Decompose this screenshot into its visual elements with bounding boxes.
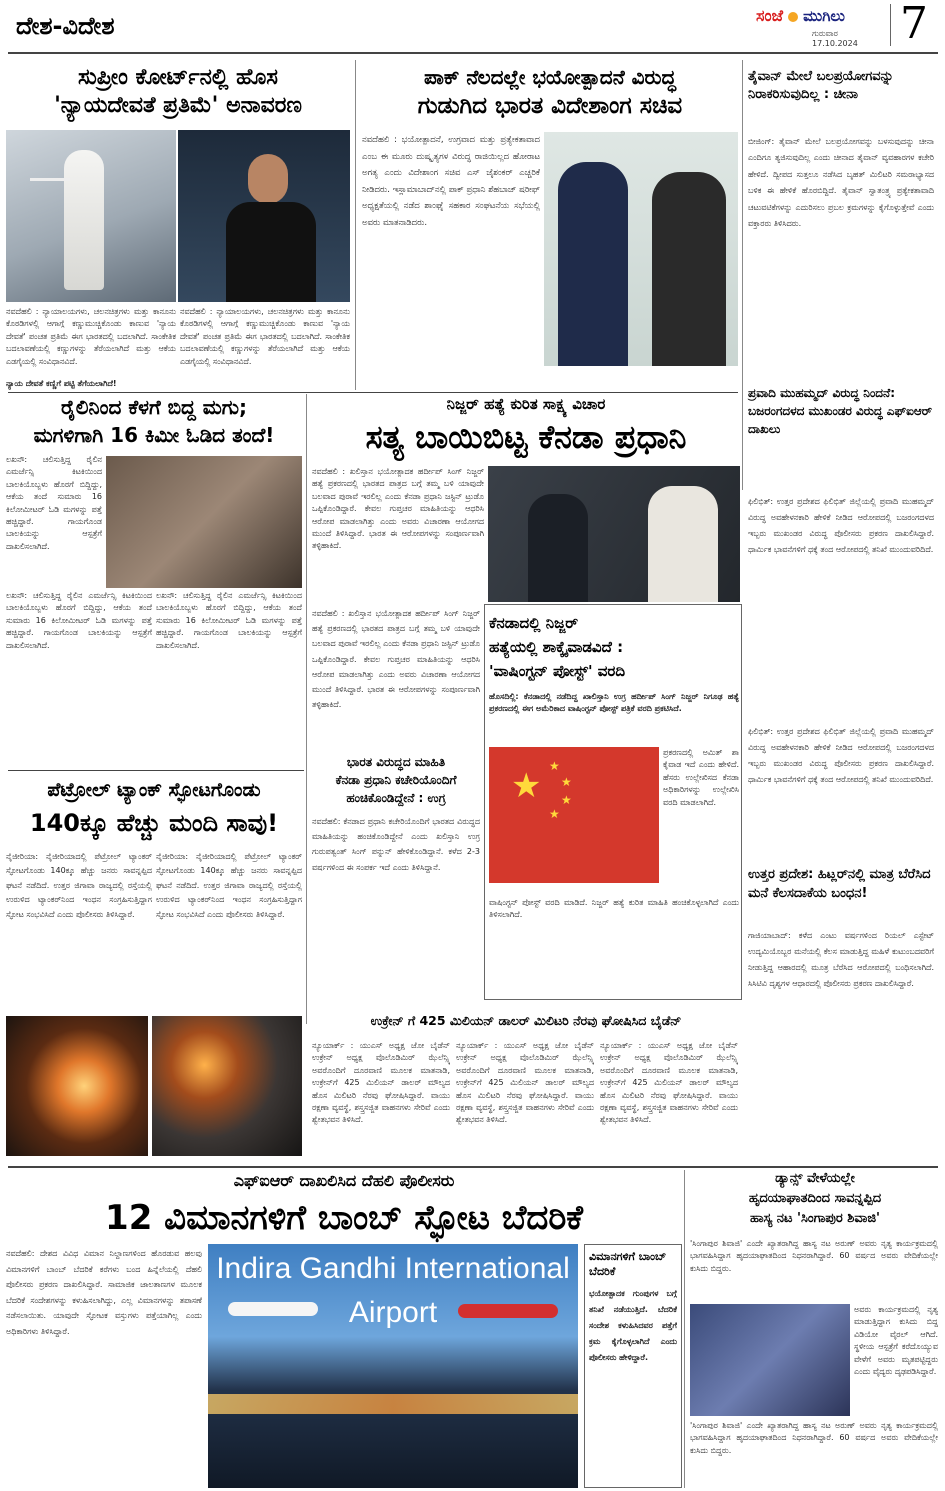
article-body: ನವದೆಹಲಿ: ದೇಶದ ವಿವಿಧ ವಿಮಾನ ನಿಲ್ದಾಣಗಳಿಂದ ಹೊರಡುವ ಹಲವು ವಿಮಾನಗಳಿಗೆ ಬಾಂಬ್ ಬೆದರಿಕೆ ಕರೆಗಳು ಬಂದ ಹಿನ್ನೆಲೆಯಲ್ಲಿ ದೆಹಲಿ ಪೊಲೀಸರು ಪ್ರಕರಣ ದಾಖಲಿಸಿದ್ದಾರೆ. ಸಾಮಾಜಿಕ ಜಾಲತಾಣಗಳ ಮೂಲಕ ಬೆದರಿಕೆ ಸಂದೇಶಗಳನ್ನು ಕಳುಹಿಸಲಾಗಿದ್ದು, ಎಲ್ಲ ವಿಮಾನಗಳನ್ನು ತಪಾಸಣೆ ನಡೆಸಲಾಯಿತು. ಯಾವುದೇ ಸ್ಫೋಟಕ ವಸ್ತುಗಳು ಪತ್ತೆಯಾಗಿಲ್ಲ ಎಂದು ಅಧಿಕಾರಿಗಳು ತಿಳಿಸಿದ್ದಾರೆ.	[6, 1249, 202, 1336]
photo-subtitle: Airport	[348, 1296, 438, 1329]
article-body: ನವದೆಹಲಿ: ಕೆನಡಾದ ಪ್ರಧಾನಿ ಕಚೇರಿಯೊಂದಿಗೆ ಭಾರತದ ವಿರುದ್ಧದ ಮಾಹಿತಿಯನ್ನು ಹಂಚಿಕೊಂಡಿದ್ದೇನೆ ಎಂದು ಖಲಿಸ್ತಾನಿ ಉಗ್ರ ಗುರುಪತ್ವಂತ್ ಸಿಂಗ್ ಪನ್ನುನ್ ಹೇಳಿಕೊಂಡಿದ್ದಾನೆ. ಕಳೆದ 2-3 ವರ್ಷಗಳಿಂದ ಈ ಸಂಪರ್ಕ ಇದೆ ಎಂದು ತಿಳಿಸಿದ್ದಾನೆ.	[312, 817, 480, 872]
article-body: ನವದೆಹಲಿ : ಖಲಿಸ್ತಾನ ಭಯೋತ್ಪಾದಕ ಹರ್ದೀಪ್ ಸಿಂಗ್ ನಿಜ್ಜರ್ ಹತ್ಯೆ ಪ್ರಕರಣದಲ್ಲಿ ಭಾರತದ ಪಾತ್ರದ ಬಗ್ಗೆ ತಮ್ಮ ಬಳಿ ಯಾವುದೇ ಬಲವಾದ ಪುರಾವೆ ಇರಲಿಲ್ಲ ಎಂದು ಕೆನಡಾ ಪ್ರಧಾನಿ ಜಸ್ಟಿನ್ ಟ್ರುಡೊ ಒಪ್ಪಿಕೊಂಡಿದ್ದಾರೆ. ಕೇವಲ ಗುಪ್ತಚರ ಮಾಹಿತಿಯನ್ನು ಆಧರಿಸಿ ಆರೋಪ ಮಾಡಲಾಗಿತ್ತು ಎಂದು ಅವರು ವಿಚಾರಣಾ ಆಯೋಗದ ಮುಂದೆ ತಿಳಿಸಿದ್ದಾರೆ. ಭಾರತ ಈ ಆರೋಪಗಳನ್ನು ಸಂಪೂರ್ಣವಾಗಿ ತಳ್ಳಿಹಾಕಿದೆ.	[312, 467, 484, 551]
headline: ಕೆನಡಾದಲ್ಲಿ ನಿಜ್ಜರ್	[489, 614, 579, 632]
person-head	[248, 154, 288, 204]
brand-logo	[756, 6, 886, 28]
article-washington-post	[484, 604, 742, 1000]
article-body: ನ್ಯೂಯಾರ್ಕ್ : ಯುಎಸ್ ಅಧ್ಯಕ್ಷ ಜೋ ಬೈಡೆನ್ ಉಕ್ರೇನ್ ಅಧ್ಯಕ್ಷ ವೊಲೊಡಿಮಿರ್ ಝೆಲೆನ್ಸ್ಕಿ ಅವರೊಂದಿಗೆ ದೂರವಾಣಿ ಮೂಲಕ ಮಾತನಾಡಿ, ಉಕ್ರೇನ್‌ಗೆ 425 ಮಿಲಿಯನ್ ಡಾಲರ್ ಮೌಲ್ಯದ ಹೊಸ ಮಿಲಿಟರಿ ನೆರವು ಘೋಷಿಸಿದ್ದಾರೆ. ವಾಯು ರಕ್ಷಣಾ ವ್ಯವಸ್ಥೆ, ಶಸ್ತ್ರಸಜ್ಜಿತ ವಾಹನಗಳು ಸೇರಿವೆ ಎಂದು ಶ್ವೇತಭವನ ತಿಳಿಸಿದೆ.	[312, 1041, 450, 1125]
headline: ಮಗಳಿಗಾಗಿ 16 ಕಿಮೀ ಓಡಿದ ತಂದೆ!	[33, 423, 275, 447]
article-up-maid	[748, 724, 938, 1164]
bomb-sidebar	[584, 1244, 682, 1488]
kicker: ಎಫ್‌ಐಆರ್ ದಾಖಲಿಸಿದ ದೆಹಲಿ ಪೊಲೀಸರು	[233, 1171, 455, 1190]
article-body: ಫಿಲಿಭಿತ್: ಉತ್ತರ ಪ್ರದೇಶದ ಫಿಲಿಭಿತ್ ಜಿಲ್ಲೆಯಲ್ಲಿ ಪ್ರವಾದಿ ಮುಹಮ್ಮದ್ ವಿರುದ್ಧ ಅವಹೇಳನಕಾರಿ ಹೇಳಿಕೆ ನೀಡಿದ ಆರೋಪದಲ್ಲಿ ಬಜರಂಗದಳದ ಇಬ್ಬರು ಮುಖಂಡರ ವಿರುದ್ಧ ಪೊಲೀಸರು ಪ್ರಕರಣ ದಾಖಲಿಸಿದ್ದಾರೆ. ಧಾರ್ಮಿಕ ಭಾವನೆಗಳಿಗೆ ಧಕ್ಕೆ ತಂದ ಆರೋಪದಲ್ಲಿ ತನಿಖೆ ಮುಂದುವರಿದಿದೆ.	[748, 727, 934, 784]
page-number: 7	[900, 0, 928, 49]
page-header	[0, 0, 945, 50]
person-left	[528, 494, 588, 602]
headline: ಹಂಚಿಕೊಂಡಿದ್ದೇನೆ : ಉಗ್ರ	[346, 791, 446, 805]
child-photo	[106, 456, 302, 588]
article-lead: ಹೊಸದಿಲ್ಲಿ: ಕೆನಡಾದಲ್ಲಿ ನಡೆದಿದ್ದ ಖಾಲಿಸ್ತಾನಿ ಉಗ್ರ ಹರ್ದೀಪ್ ಸಿಂಗ್ ನಿಜ್ಜರ್ ನಿಗೂಢ ಹತ್ಯೆ ಪ್ರಕರಣದಲ್ಲಿ ಈಗ ಅಮೆರಿಕಾದ ವಾಷಿಂಗ್ಟನ್ ಪೋಸ್ಟ್ ಪತ್ರಿಕೆ ವರದಿ ಪ್ರಕಟಿಸಿದೆ.	[489, 692, 739, 714]
issue-day: ಗುರುವಾರ	[812, 29, 838, 38]
chief-justice-photo	[178, 130, 350, 302]
headline: ಪ್ರವಾದಿ ಮುಹಮ್ಮದ್ ವಿರುದ್ಧ ನಿಂದನೆ: ಬಜರಂಗದಳದ ಮುಖಂಡರ ವಿರುದ್ಧ ಎಫ್‌ಐಆರ್ ದಾಖಲು	[748, 386, 933, 436]
sidebar-headline: ವಿಮಾನಗಳಿಗೆ ಬಾಂಬ್ ಬೆದರಿಕೆ	[589, 1250, 667, 1279]
plane-icon	[228, 1302, 318, 1316]
china-flag-photo	[489, 747, 659, 883]
headline: ಉಕ್ರೇನ್ ಗೆ 425 ಮಿಲಿಯನ್ ಡಾಲರ್ ಮಿಲಿಟರಿ ನೆರವು ಘೋಷಿಸಿದ ಬೈಡೆನ್	[370, 1013, 682, 1028]
article-body: 'ಸಿಂಗಾಪುರ ಶಿವಾಜಿ' ಎಂದೇ ಖ್ಯಾತರಾಗಿದ್ದ ಹಾಸ್ಯ ನಟ ಅರುಣ್ ಅವರು ನೃತ್ಯ ಕಾರ್ಯಕ್ರಮದಲ್ಲಿ ಭಾಗವಹಿಸಿದ್ದಾಗ ಹೃದಯಾಘಾತದಿಂದ ನಿಧನರಾಗಿದ್ದಾರೆ. 60 ವರ್ಷದ ಅವರು ವೇದಿಕೆಯಲ್ಲೇ ಕುಸಿದು ಬಿದ್ದರು.	[690, 1421, 938, 1455]
article-body: 'ಸಿಂಗಾಪುರ ಶಿವಾಜಿ' ಎಂದೇ ಖ್ಯಾತರಾಗಿದ್ದ ಹಾಸ್ಯ ನಟ ಅರುಣ್ ಅವರು ನೃತ್ಯ ಕಾರ್ಯಕ್ರಮದಲ್ಲಿ ಭಾಗವಹಿಸಿದ್ದಾಗ ಹೃದಯಾಘಾತದಿಂದ ನಿಧನರಾಗಿದ್ದಾರೆ. 60 ವರ್ಷದ ಅವರು ವೇದಿಕೆಯಲ್ಲೇ ಕುಸಿದು ಬಿದ್ದರು.	[690, 1239, 938, 1273]
plane-icon	[458, 1304, 558, 1318]
article-ukraine	[312, 1010, 740, 1164]
fire-photo-right	[152, 1016, 302, 1156]
article-body: ನೈಜೀರಿಯಾ: ನೈಜೀರಿಯಾದಲ್ಲಿ ಪೆಟ್ರೋಲ್ ಟ್ಯಾಂಕರ್ ಸ್ಫೋಟಗೊಂಡು 140ಕ್ಕೂ ಹೆಚ್ಚು ಜನರು ಸಾವನ್ನಪ್ಪಿದ ಘಟನೆ ನಡೆದಿದೆ. ಉತ್ತರ ಜಿಗಾವಾ ರಾಜ್ಯದಲ್ಲಿ ರಸ್ತೆಯಲ್ಲಿ ಉರುಳಿದ ಟ್ಯಾಂಕರ್‌ನಿಂದ ಇಂಧನ ಸಂಗ್ರಹಿಸುತ್ತಿದ್ದಾಗ ಸ್ಫೋಟ ಸಂಭವಿಸಿದೆ ಎಂದು ಪೊಲೀಸರು ತಿಳಿಸಿದ್ದಾರೆ.	[6, 852, 152, 919]
article-body: ನವದೆಹಲಿ : ಭಯೋತ್ಪಾದನೆ, ಉಗ್ರವಾದ ಮತ್ತು ಪ್ರತ್ಯೇಕತಾವಾದ ಎಂಬ ಈ ಮೂರು ದುಷ್ಕೃತ್ಯಗಳ ವಿರುದ್ಧ ರಾಜಿಯಿಲ್ಲದ ಹೋರಾಟ ಅಗತ್ಯ ಎಂದು ವಿದೇಶಾಂಗ ಸಚಿವ ಎಸ್ ಜೈಶಂಕರ್ ಎಚ್ಚರಿಕೆ ನೀಡಿದರು. ಇಸ್ಲಾಮಾಬಾದ್‌ನಲ್ಲಿ ಪಾಕ್ ಪ್ರಧಾನಿ ಶೆಹಬಾಜ್ ಷರೀಫ್ ಅಧ್ಯಕ್ಷತೆಯಲ್ಲಿ ನಡೆದ ಶಾಂಘೈ ಸಹಕಾರ ಸಂಘಟನೆಯ ಸಭೆಯಲ್ಲಿ ಅವರು ಮಾತನಾಡಿದರು.	[362, 135, 540, 228]
article-petrol-blast	[6, 776, 302, 1156]
brand-part-1: ಸಂಜೆ	[756, 6, 783, 25]
article-body: ನ್ಯೂಯಾರ್ಕ್ : ಯುಎಸ್ ಅಧ್ಯಕ್ಷ ಜೋ ಬೈಡೆನ್ ಉಕ್ರೇನ್ ಅಧ್ಯಕ್ಷ ವೊಲೊಡಿಮಿರ್ ಝೆಲೆನ್ಸ್ಕಿ ಅವರೊಂದಿಗೆ ದೂರವಾಣಿ ಮೂಲಕ ಮಾತನಾಡಿ, ಉಕ್ರೇನ್‌ಗೆ 425 ಮಿಲಿಯನ್ ಡಾಲರ್ ಮೌಲ್ಯದ ಹೊಸ ಮಿಲಿಟರಿ ನೆರವು ಘೋಷಿಸಿದ್ದಾರೆ. ವಾಯು ರಕ್ಷಣಾ ವ್ಯವಸ್ಥೆ, ಶಸ್ತ್ರಸಜ್ಜಿತ ವಾಹನಗಳು ಸೇರಿವೆ ಎಂದು ಶ್ವೇತಭವನ ತಿಳಿಸಿದೆ.	[600, 1041, 738, 1125]
headline: 140ಕ್ಕೂ ಹೆಚ್ಚು ಮಂದಿ ಸಾವು!	[29, 809, 279, 837]
article-nijjar	[312, 394, 740, 604]
flag-star-icon: ★	[561, 775, 572, 789]
headline: ರೈಲಿನಿಂದ ಕೆಳಗೆ ಬಿದ್ದ ಮಗು;	[61, 395, 247, 419]
statue-photo	[6, 130, 176, 302]
article-singapore-shivaji	[690, 1170, 940, 1488]
article-body: ನೈಜೀರಿಯಾ: ನೈಜೀರಿಯಾದಲ್ಲಿ ಪೆಟ್ರೋಲ್ ಟ್ಯಾಂಕರ್ ಸ್ಫೋಟಗೊಂಡು 140ಕ್ಕೂ ಹೆಚ್ಚು ಜನರು ಸಾವನ್ನಪ್ಪಿದ ಘಟನೆ ನಡೆದಿದೆ. ಉತ್ತರ ಜಿಗಾವಾ ರಾಜ್ಯದಲ್ಲಿ ರಸ್ತೆಯಲ್ಲಿ ಉರುಳಿದ ಟ್ಯಾಂಕರ್‌ನಿಂದ ಇಂಧನ ಸಂಗ್ರಹಿಸುತ್ತಿದ್ದಾಗ ಸ್ಫೋಟ ಸಂಭವಿಸಿದೆ ಎಂದು ಪೊಲೀಸರು ತಿಳಿಸಿದ್ದಾರೆ.	[156, 852, 302, 919]
sun-icon	[788, 12, 798, 22]
headline: ಪೆಟ್ರೋಲ್ ಟ್ಯಾಂಕ್ ಸ್ಫೋಟಗೊಂಡು	[47, 779, 261, 801]
headline: ಹಾಸ್ಯ ನಟ 'ಸಿಂಗಾಪುರ ಶಿವಾಜಿ'	[749, 1211, 881, 1226]
article-supreme-court	[6, 60, 350, 390]
article-body: ನ್ಯೂಯಾರ್ಕ್ : ಯುಎಸ್ ಅಧ್ಯಕ್ಷ ಜೋ ಬೈಡೆನ್ ಉಕ್ರೇನ್ ಅಧ್ಯಕ್ಷ ವೊಲೊಡಿಮಿರ್ ಝೆಲೆನ್ಸ್ಕಿ ಅವರೊಂದಿಗೆ ದೂರವಾಣಿ ಮೂಲಕ ಮಾತನಾಡಿ, ಉಕ್ರೇನ್‌ಗೆ 425 ಮಿಲಿಯನ್ ಡಾಲರ್ ಮೌಲ್ಯದ ಹೊಸ ಮಿಲಿಟರಿ ನೆರವು ಘೋಷಿಸಿದ್ದಾರೆ. ವಾಯು ರಕ್ಷಣಾ ವ್ಯವಸ್ಥೆ, ಶಸ್ತ್ರಸಜ್ಜಿತ ವಾಹನಗಳು ಸೇರಿವೆ ಎಂದು ಶ್ವೇತಭವನ ತಿಳಿಸಿದೆ.	[456, 1041, 594, 1125]
article-body: ಲಖನೌ: ಚಲಿಸುತ್ತಿದ್ದ ರೈಲಿನ ಎಮರ್ಜೆನ್ಸಿ ಕಿಟಕಿಯಿಂದ ಬಾಲಕಿಯೊಬ್ಬಳು ಹೊರಗೆ ಬಿದ್ದಿದ್ದು, ಆಕೆಯ ತಂದೆ ಸುಮಾರು 16 ಕಿಲೋಮೀಟರ್ ಓಡಿ ಮಗಳನ್ನು ಪತ್ತೆ ಹಚ್ಚಿದ್ದಾರೆ. ಗಾಯಗೊಂಡ ಬಾಲಕಿಯನ್ನು ಆಸ್ಪತ್ರೆಗೆ ದಾಖಲಿಸಲಾಗಿದೆ.	[156, 591, 302, 650]
article-bomb-threat	[6, 1170, 682, 1488]
article-body: ಫಿಲಿಭಿತ್: ಉತ್ತರ ಪ್ರದೇಶದ ಫಿಲಿಭಿತ್ ಜಿಲ್ಲೆಯಲ್ಲಿ ಪ್ರವಾದಿ ಮುಹಮ್ಮದ್ ವಿರುದ್ಧ ಅವಹೇಳನಕಾರಿ ಹೇಳಿಕೆ ನೀಡಿದ ಆರೋಪದಲ್ಲಿ ಬಜರಂಗದಳದ ಇಬ್ಬರು ಮುಖಂಡರ ವಿರುದ್ಧ ಪೊಲೀಸರು ಪ್ರಕರಣ ದಾಖಲಿಸಿದ್ದಾರೆ. ಧಾರ್ಮಿಕ ಭಾವನೆಗಳಿಗೆ ಧಕ್ಕೆ ತಂದ ಆರೋಪದಲ್ಲಿ ತನಿಖೆ ಮುಂದುವರಿದಿದೆ.	[748, 497, 934, 554]
article-body: ನವದೆಹಲಿ : ಖಲಿಸ್ತಾನ ಭಯೋತ್ಪಾದಕ ಹರ್ದೀಪ್ ಸಿಂಗ್ ನಿಜ್ಜರ್ ಹತ್ಯೆ ಪ್ರಕರಣದಲ್ಲಿ ಭಾರತದ ಪಾತ್ರದ ಬಗ್ಗೆ ತಮ್ಮ ಬಳಿ ಯಾವುದೇ ಬಲವಾದ ಪುರಾವೆ ಇರಲಿಲ್ಲ ಎಂದು ಕೆನಡಾ ಪ್ರಧಾನಿ ಜಸ್ಟಿನ್ ಟ್ರುಡೊ ಒಪ್ಪಿಕೊಂಡಿದ್ದಾರೆ. ಕೇವಲ ಗುಪ್ತಚರ ಮಾಹಿತಿಯನ್ನು ಆಧರಿಸಿ ಆರೋಪ ಮಾಡಲಾಗಿತ್ತು ಎಂದು ಅವರು ವಿಚಾರಣಾ ಆಯೋಗದ ಮುಂದೆ ತಿಳಿಸಿದ್ದಾರೆ. ಭಾರತ ಈ ಆರೋಪಗಳನ್ನು ಸಂಪೂರ್ಣವಾಗಿ ತಳ್ಳಿಹಾಕಿದೆ.	[312, 609, 480, 710]
headline: ಡ್ಯಾನ್ಸ್ ವೇಳೆಯಲ್ಲೇ	[775, 1171, 855, 1186]
headline: ಕೆನಡಾ ಪ್ರಧಾನಿ ಕಚೇರಿಯೊಂದಿಗೆ	[335, 773, 457, 787]
person-right	[648, 486, 718, 602]
flag-star-icon: ★	[549, 759, 560, 773]
headline: ಹತ್ಯೆಯಲ್ಲಿ ಶಾಕ್ಕೈವಾಡವಿದೆ :	[489, 638, 624, 656]
person-right	[652, 172, 726, 366]
sidebar-body: ಭಯೋತ್ಪಾದಕ ಗುಂಪುಗಳ ಬಗ್ಗೆ ತನಿಖೆ ನಡೆಯುತ್ತಿದೆ. ಬೆದರಿಕೆ ಸಂದೇಶ ಕಳುಹಿಸಿದವರ ಪತ್ತೆಗೆ ಕ್ರಮ ಕೈಗೊಳ್ಳಲಾಗಿದೆ ಎಂದು ಪೊಲೀಸರು ಹೇಳಿದ್ದಾರೆ.	[589, 1288, 677, 1362]
headline: ಪಾಕ್ ನೆಲದಲ್ಲೇ ಭಯೋತ್ಪಾದನೆ ವಿರುದ್ಧ	[424, 65, 676, 89]
article-train	[6, 394, 302, 766]
airport-photo	[208, 1244, 578, 1488]
scales-icon	[30, 178, 70, 181]
article-side: ಅವರು ಕಾರ್ಯಕ್ರಮದಲ್ಲಿ ನೃತ್ಯ ಮಾಡುತ್ತಿದ್ದಾಗ ಕುಸಿದು ಬಿದ್ದ ವಿಡಿಯೋ ವೈರಲ್ ಆಗಿದೆ. ಸ್ಥಳೀಯ ಆಸ್ಪತ್ರೆಗೆ ಕರೆದೊಯ್ಯುವ ವೇಳೆಗೆ ಅವರು ಮೃತಪಟ್ಟಿದ್ದರು ಎಂದು ವೈದ್ಯರು ದೃಢಪಡಿಸಿದ್ದಾರೆ.	[854, 1305, 938, 1376]
headline: ಉತ್ತರ ಪ್ರದೇಶ: ಹಿಟ್ಲರ್‌ನಲ್ಲಿ ಮಾತ್ರ ಬೆರೆಸಿದ ಮನೆ ಕೆಲಸದಾಕೆಯ ಬಂಧನ!	[748, 867, 931, 901]
headline: ಸುಪ್ರೀಂ ಕೋರ್ಟ್‌ನಲ್ಲಿ ಹೊಸ	[78, 65, 278, 90]
flag-star-icon: ★	[549, 807, 560, 821]
terminal-lights	[208, 1394, 578, 1414]
brand-part-2: ಮುಗಿಲು	[803, 7, 845, 25]
article-canada-info	[312, 606, 480, 1006]
article-body: ನವದೆಹಲಿ : ನ್ಯಾಯಾಲಯಗಳು, ಚಲನಚಿತ್ರಗಳು ಮತ್ತು ಕಾನೂನು ಕೊಠಡಿಗಳಲ್ಲಿ ಆಗಾಗ್ಗೆ ಕಣ್ಣುಮುಚ್ಚಿಕೊಂಡು ಕಾಣುವ 'ನ್ಯಾಯ ದೇವತೆ' ಪಂಚತ ಪ್ರತಿಮೆ ಈಗ ಭಾರತದಲ್ಲಿ ಬದಲಾಗಿದೆ. ಸಾಂಕೇತಿಕ ಬದಲಾವಣೆಯಲ್ಲಿ ಕಣ್ಣುಗಳನ್ನು ತೆರೆಯಲಾಗಿದೆ ಮತ್ತು ಆಕೆಯ ಎಡಗೈಯಲ್ಲಿ ಸಂವಿಧಾನವಿದೆ.	[180, 307, 350, 366]
article-body: ನವದೆಹಲಿ : ನ್ಯಾಯಾಲಯಗಳು, ಚಲನಚಿತ್ರಗಳು ಮತ್ತು ಕಾನೂನು ಕೊಠಡಿಗಳಲ್ಲಿ ಆಗಾಗ್ಗೆ ಕಣ್ಣುಮುಚ್ಚಿಕೊಂಡು ಕಾಣುವ 'ನ್ಯಾಯ ದೇವತೆ' ಪಂಚತ ಪ್ರತಿಮೆ ಈಗ ಭಾರತದಲ್ಲಿ ಬದಲಾಗಿದೆ. ಸಾಂಕೇತಿಕ ಬದಲಾವಣೆಯಲ್ಲಿ ಕಣ್ಣುಗಳನ್ನು ತೆರೆಯಲಾಗಿದೆ ಮತ್ತು ಆಕೆಯ ಎಡಗೈಯಲ್ಲಿ ಸಂವಿಧಾನವಿದೆ.	[6, 307, 176, 366]
article-taiwan	[748, 60, 938, 380]
headline: ಸತ್ಯ ಬಾಯಿಬಿಟ್ಟ ಕೆನಡಾ ಪ್ರಧಾನಿ	[365, 418, 687, 456]
header-rule	[8, 52, 938, 54]
leaders-photo	[488, 466, 740, 602]
article-body: ವಾಷಿಂಗ್ಟನ್ ಪೋಸ್ಟ್ ವರದಿ ಮಾಡಿದೆ. ನಿಜ್ಜರ್ ಹತ್ಯೆ ಕುರಿತ ಮಾಹಿತಿ ಹಂಚಿಕೊಳ್ಳಲಾಗಿದೆ ಎಂದು ತಿಳಿಸಲಾಗಿದೆ.	[489, 898, 739, 920]
article-prophet	[748, 382, 938, 722]
article-body: ಗಾಜಿಯಾಬಾದ್: ಕಳೆದ ಎಂಟು ವರ್ಷಗಳಿಂದ ರಿಯಲ್ ಎಸ್ಟೇಟ್ ಉದ್ಯಮಿಯೊಬ್ಬರ ಮನೆಯಲ್ಲಿ ಕೆಲಸ ಮಾಡುತ್ತಿದ್ದ ಮಹಿಳೆ ಕುಟುಂಬದವರಿಗೆ ನೀಡುತ್ತಿದ್ದ ಆಹಾರದಲ್ಲಿ ಮೂತ್ರ ಬೆರೆಸಿದ ಆರೋಪದಲ್ಲಿ ಬಂಧಿಸಲಾಗಿದೆ. ಸಿಸಿಟಿವಿ ದೃಶ್ಯಗಳ ಆಧಾರದಲ್ಲಿ ಪೊಲೀಸರು ಪ್ರಕರಣ ದಾಖಲಿಸಿದ್ದಾರೆ.	[748, 931, 934, 988]
article-body: ಲಖನೌ: ಚಲಿಸುತ್ತಿದ್ದ ರೈಲಿನ ಎಮರ್ಜೆನ್ಸಿ ಕಿಟಕಿಯಿಂದ ಬಾಲಕಿಯೊಬ್ಬಳು ಹೊರಗೆ ಬಿದ್ದಿದ್ದು, ಆಕೆಯ ತಂದೆ ಸುಮಾರು 16 ಕಿಲೋಮೀಟರ್ ಓಡಿ ಮಗಳನ್ನು ಪತ್ತೆ ಹಚ್ಚಿದ್ದಾರೆ. ಗಾಯಗೊಂಡ ಬಾಲಕಿಯನ್ನು ಆಸ್ಪತ್ರೆಗೆ ದಾಖಲಿಸಲಾಗಿದೆ.	[6, 455, 102, 551]
headline: 12 ವಿಮಾನಗಳಿಗೆ ಬಾಂಬ್ ಸ್ಫೋಟ ಬೆದರಿಕೆ	[105, 1198, 583, 1238]
flag-star-icon: ★	[511, 766, 542, 806]
issue-date: 17.10.2024	[812, 39, 858, 48]
headline: ತೈವಾನ್ ಮೇಲೆ ಬಲಪ್ರಯೋಗವನ್ನು ನಿರಾಕರಿಸುವುದಿಲ್ಲ : ಚೀನಾ	[748, 69, 894, 103]
statue-figure	[64, 150, 104, 290]
header-divider	[890, 4, 891, 46]
kicker: ನಿಜ್ಜರ್ ಹತ್ಯೆ ಕುರಿತ ಸಾಕ್ಷ್ಯ ವಿಚಾರ	[446, 395, 606, 413]
headline: 'ನ್ಯಾಯದೇವತೆ ಪ್ರತಿಮೆ' ಅನಾವರಣ	[54, 93, 302, 118]
actor-photo	[690, 1304, 850, 1416]
headline: ಭಾರತ ವಿರುದ್ಧದ ಮಾಹಿತಿ	[346, 755, 446, 769]
headline: 'ವಾಷಿಂಗ್ಟನ್ ಪೋಸ್ಟ್' ವರದಿ	[489, 662, 626, 680]
handshake-photo	[544, 132, 738, 366]
section-title: ದೇಶ-ವಿದೇಶ	[16, 12, 115, 40]
article-body: ಲಖನೌ: ಚಲಿಸುತ್ತಿದ್ದ ರೈಲಿನ ಎಮರ್ಜೆನ್ಸಿ ಕಿಟಕಿಯಿಂದ ಬಾಲಕಿಯೊಬ್ಬಳು ಹೊರಗೆ ಬಿದ್ದಿದ್ದು, ಆಕೆಯ ತಂದೆ ಸುಮಾರು 16 ಕಿಲೋಮೀಟರ್ ಓಡಿ ಮಗಳನ್ನು ಪತ್ತೆ ಹಚ್ಚಿದ್ದಾರೆ. ಗಾಯಗೊಂಡ ಬಾಲಕಿಯನ್ನು ಆಸ್ಪತ್ರೆಗೆ ದಾಖಲಿಸಲಾಗಿದೆ.	[6, 591, 152, 650]
person-left	[558, 162, 628, 366]
article-body: ಬೀಜಿಂಗ್: ತೈವಾನ್ ಮೇಲೆ ಬಲಪ್ರಯೋಗವನ್ನು ಬಳಸುವುದನ್ನು ಚೀನಾ ಎಂದಿಗೂ ತ್ಯಜಿಸುವುದಿಲ್ಲ ಎಂದು ಚೀನಾದ ತೈವಾನ್ ವ್ಯವಹಾರಗಳ ಕಚೇರಿ ಹೇಳಿದೆ. ದ್ವೀಪದ ಸುತ್ತಲೂ ನಡೆಸಿದ ಬೃಹತ್ ಮಿಲಿಟರಿ ಸಮರಾಭ್ಯಾಸದ ಬಳಿಕ ಈ ಹೇಳಿಕೆ ಹೊರಬಿದ್ದಿದೆ. ತೈವಾನ್ ಸ್ವಾತಂತ್ರ್ಯ ಪ್ರತ್ಯೇಕತಾವಾದಿ ಚಟುವಟಿಕೆಗಳನ್ನು ಎದುರಿಸಲು ಪ್ರಬಲ ಕ್ರಮಗಳನ್ನು ಕೈಗೊಳ್ಳುತ್ತೇವೆ ಎಂದು ವಕ್ತಾರರು ತಿಳಿಸಿದರು.	[748, 137, 934, 228]
article-pakistan	[362, 60, 738, 390]
article-side: ಪ್ರಕರಣದಲ್ಲಿ ಅಮಿತ್ ಶಾ ಕೈವಾಡ ಇದೆ ಎಂದು ಹೇಳಿದೆ. ಹೆಸರು ಉಲ್ಲೇಖಿಸದ ಕೆನಡಾ ಅಧಿಕಾರಿಗಳನ್ನು ಉಲ್ಲೇಖಿಸಿ ವರದಿ ಮಾಡಲಾಗಿದೆ.	[663, 748, 739, 807]
headline: ಹೃದಯಾಘಾತದಿಂದ ಸಾವನ್ನಪ್ಪಿದ	[748, 1191, 882, 1206]
person-body	[226, 202, 316, 302]
headline: ಗುಡುಗಿದ ಭಾರತ ವಿದೇಶಾಂಗ ಸಚಿವ	[417, 93, 683, 119]
fire-photo-left	[6, 1016, 148, 1156]
article-highlight: ನ್ಯಾಯ ದೇವತೆ ಕಣ್ಣಿಗೆ ಪಟ್ಟಿ ತೆಗೆಯಲಾಗಿದೆ!	[6, 379, 117, 388]
photo-title: Indira Gandhi International	[216, 1252, 570, 1285]
flag-star-icon: ★	[561, 793, 572, 807]
